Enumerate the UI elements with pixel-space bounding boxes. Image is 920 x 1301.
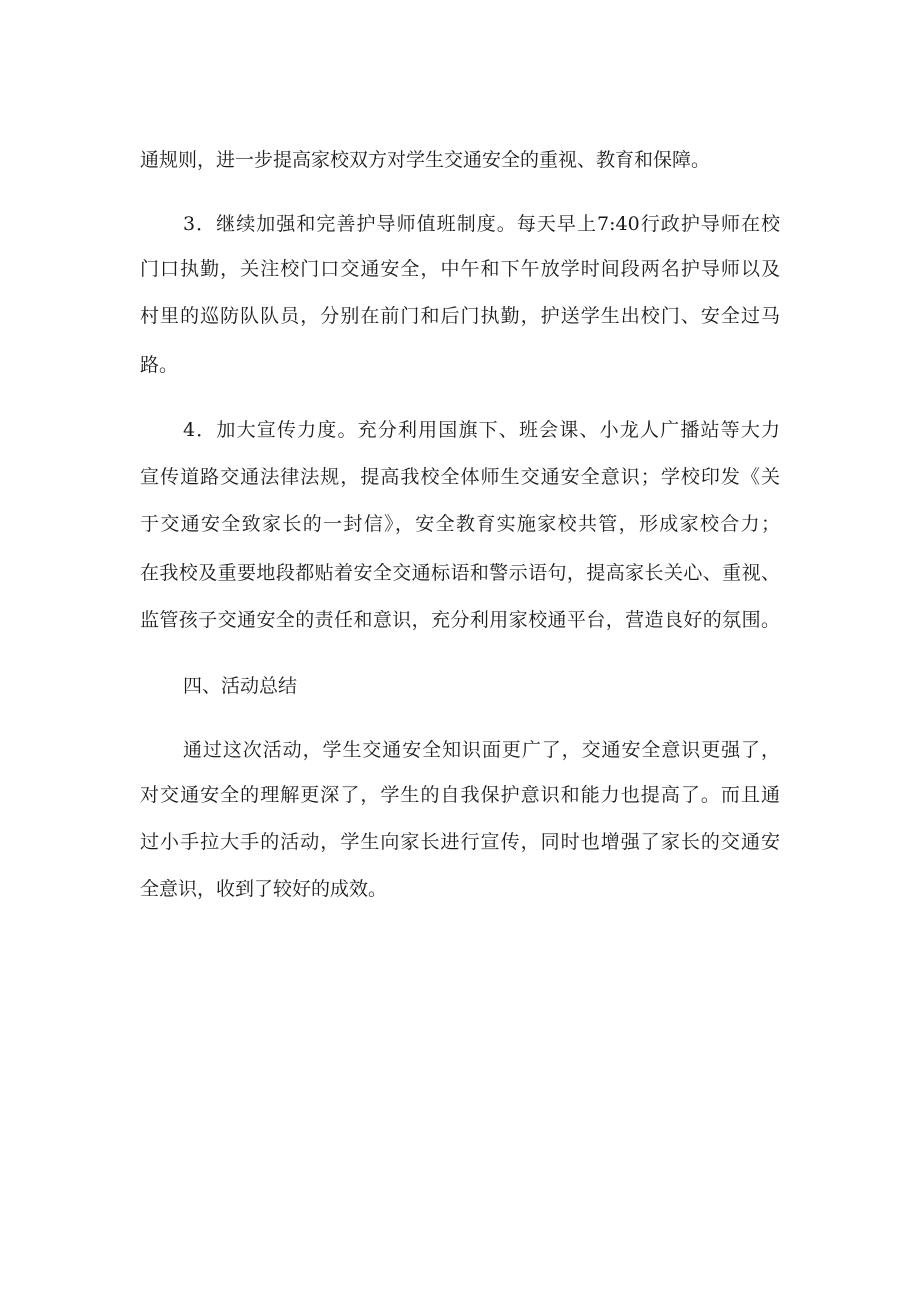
paragraph-line: 3．继续加强和完善护导师值班制度。每天早上7:40行政护导师在校 [183, 213, 780, 235]
paragraph-line: 过小手拉大手的活动，学生向家长进行宣传，同时也增强了家长的交通安 [140, 831, 780, 853]
paragraph-line: 全意识，收到了较好的成效。 [140, 878, 388, 900]
paragraph-line: 对交通安全的理解更深了，学生的自我保护意识和能力也提高了。而且通 [140, 784, 780, 806]
paragraph-line: 于交通安全致家长的一封信》，安全教育实施家校共管，形成家校合力； [140, 513, 780, 535]
paragraph-line: 宣传道路交通法律法规，提高我校全体师生交通安全意识；学校印发《关 [140, 466, 780, 488]
paragraph-line: 通过这次活动，学生交通安全知识面更广了，交通安全意识更强了， [183, 739, 780, 761]
paragraph-line: 监管孩子交通安全的责任和意识，充分利用家校通平台，营造良好的氛围。 [140, 609, 780, 631]
section-heading: 四、活动总结 [183, 675, 298, 697]
paragraph-line: 4．加大宣传力度。充分利用国旗下、班会课、小龙人广播站等大力 [183, 419, 780, 441]
paragraph-line: 通规则，进一步提高家校双方对学生交通安全的重视、教育和保障。 [140, 149, 711, 171]
paragraph-line: 村里的巡防队队员，分别在前门和后门执勤，护送学生出校门、安全过马 [140, 305, 780, 327]
paragraph-line: 在我校及重要地段都贴着安全交通标语和警示语句，提高家长关心、重视、 [140, 562, 780, 584]
paragraph-line: 门口执勤，关注校门口交通安全，中午和下午放学时间段两名护导师以及 [140, 258, 780, 280]
paragraph-line: 路。 [140, 354, 179, 376]
